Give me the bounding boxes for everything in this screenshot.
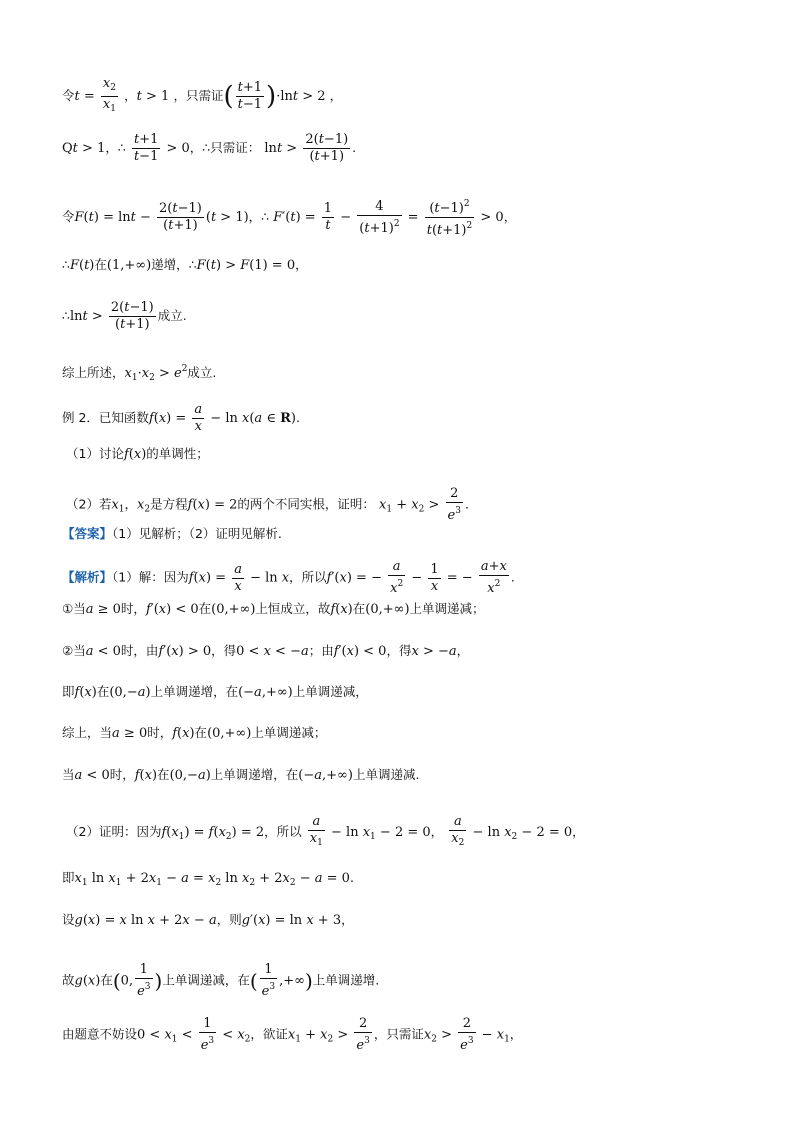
line-condition: Qt > 1，∴ $\frac{t+1}{t-1}$ > 0，∴只需证： lnt > $\frac{2(t-1)}{(t+1)}$ .	[62, 132, 357, 164]
analysis-tag: 【解析】	[62, 569, 113, 585]
line-zongshang-1: 综上，当a ≥ 0时，f(x)在(0,+∞)上单调递减；	[62, 725, 327, 741]
answer-line: 【答案】（1）见解析；（2）证明见解析.	[62, 526, 282, 541]
line-summary: 综上所述，$x_1\cdot x_2 > e^2$成立.	[62, 364, 217, 383]
line-zongshang-2: 当a < 0时，f(x)在(0,−a)上单调递增，在(−a,+∞)上单调递减.	[62, 767, 420, 783]
answer-tag: 【答案】	[62, 526, 113, 541]
question-2: （2）若$x_1$，$x_2$是方程f(x) = 2的两个不同实根，证明： $x_1 + x_2$ > $\frac{2}{e^3}$ .	[66, 486, 469, 523]
line-F-increasing: ∴F(t)在(1,+∞)递增，∴F(t) > F(1) = 0，	[62, 257, 308, 273]
question-1: （1）讨论f(x)的单调性；	[66, 446, 209, 462]
line-g-monotonic: 故g(x)在(0, $\frac{1}{e^3}$ )上单调递减，在( $\frac{1}{e^3}$ ,+∞)上单调递增.	[62, 962, 380, 999]
analysis-line: 【解析】（1）解：因为f(x) = $\frac{a}{x}$ − ln x，所以f′(x) = − $\frac{a}{x^2}$ − $\frac{1}{x}$ = − $\frac{a+x}{x^2}$ .	[62, 559, 515, 596]
line-ji: 即f(x)在(0,−a)上单调递增，在(−a,+∞)上单调递减，	[62, 684, 368, 700]
case-2: ②当a < 0时，由f′(x) > 0，得0 < x < −a；由f′(x) < 0，得x > −a，	[62, 643, 470, 659]
case-1: ①当a ≥ 0时，f′(x) < 0在(0,+∞)上恒成立，故f(x)在(0,+∞)上单调递减；	[62, 601, 485, 617]
line-conclusion-ln: ∴lnt > $\frac{2(t-1)}{(t+1)}$ 成立.	[62, 300, 187, 332]
line-assumption: 由题意不妨设$0 < x_1$ < $\frac{1}{e^3}$ < $x_2$，欲证$x_1 + x_2$ > $\frac{2}{e^3}$ ，只需证$x_2$ > $\frac{2}{e^3}$ − $x_1$，	[62, 1016, 523, 1053]
example-2-statement: 例 2．已知函数f(x) = $\frac{a}{x}$ − ln x(a ∈ R).	[62, 402, 300, 434]
line-ji-2: 即$x_1$ $\ln x_1 + 2x_1 - a = x_2$ $\ln x_2 + 2x_2 - a = 0$.	[62, 870, 354, 888]
line-substitution: 令t = $\frac{x_2}{x_1}$ ，t > 1 ，只需证( $\frac{t+1}{t-1}$ )·lnt > 2 ，	[62, 76, 343, 114]
line-define-g: 设g(x) = x ln x + 2x − a，则g′(x) = ln x + 3，	[62, 912, 354, 928]
part-2-proof: （2）证明：因为$f(x_1) = f(x_2) = 2$，所以 $\frac{a}{x_1}$ − $\ln x_1 - 2 = 0$， $\frac{a}{x_2}$ − $\ln x_2 - 2 = 0$，	[66, 814, 585, 848]
line-define-F: 令F(t) = lnt − $\frac{2(t-1)}{(t+1)}$ (t > 1)，∴ F′(t) = $\frac{1}{t}$ − $\frac{4}{(t+1)^2}$ = $\frac{(t-1)^2}{t(t+1)^2}$ > 0，	[62, 196, 516, 239]
